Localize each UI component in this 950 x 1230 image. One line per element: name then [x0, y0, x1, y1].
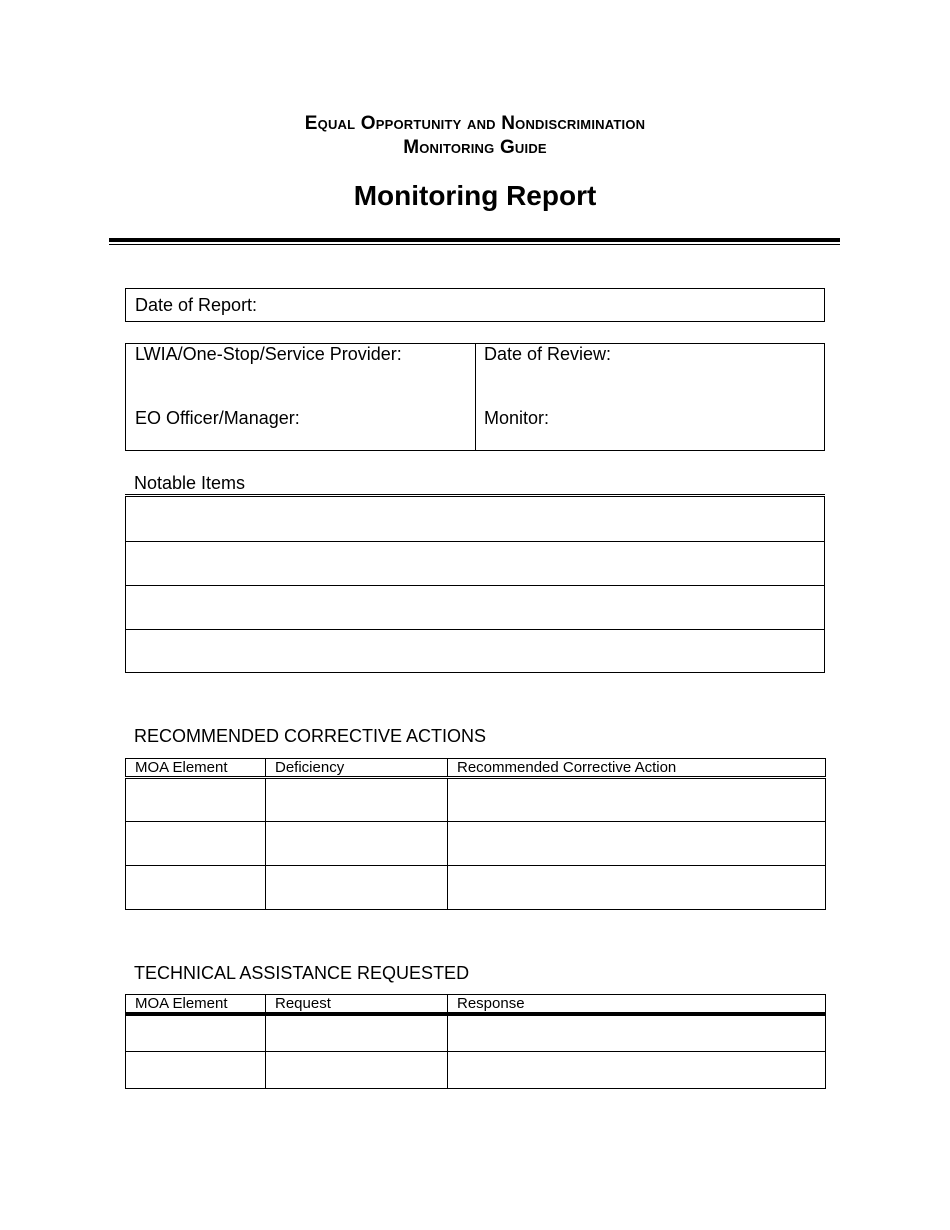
table-row	[126, 497, 825, 541]
table-row	[126, 1014, 826, 1051]
response-cell[interactable]	[448, 1051, 826, 1088]
guide-title-line-1: Equal Opportunity and Nondiscrimination	[304, 113, 646, 134]
column-header-moa-element: MOA Element	[126, 995, 266, 1015]
column-header-moa-element: MOA Element	[126, 759, 266, 778]
date-of-review-label: Date of Review:	[484, 344, 612, 364]
table-row	[126, 822, 826, 866]
column-header-deficiency: Deficiency	[266, 759, 448, 778]
technical-assistance-table	[125, 994, 826, 1089]
table-header-row	[126, 995, 826, 1015]
page-title: Monitoring Report	[353, 180, 597, 211]
column-header-recommended-action: Recommended Corrective Action	[448, 759, 826, 778]
table-header-row	[126, 759, 826, 778]
table-row	[126, 866, 826, 910]
moa-element-cell[interactable]	[126, 1014, 266, 1051]
notable-item-cell[interactable]	[126, 585, 825, 629]
moa-element-cell[interactable]	[126, 866, 266, 910]
moa-element-cell[interactable]	[126, 778, 266, 822]
corrective-actions-title: RECOMMENDED CORRECTIVE ACTIONS	[134, 726, 487, 746]
response-cell[interactable]	[448, 1014, 826, 1051]
moa-element-cell[interactable]	[126, 1051, 266, 1088]
table-row	[126, 1051, 826, 1088]
corrective-action-cell[interactable]	[448, 778, 826, 822]
corrective-action-cell[interactable]	[448, 866, 826, 910]
header-divider-thin	[109, 244, 840, 245]
notable-item-cell[interactable]	[126, 629, 825, 672]
eo-officer-label: EO Officer/Manager:	[135, 408, 300, 428]
column-header-response: Response	[448, 995, 826, 1015]
notable-items-title: Notable Items	[134, 473, 246, 493]
moa-element-cell[interactable]	[126, 822, 266, 866]
table-row	[126, 585, 825, 629]
review-info-divider	[475, 343, 476, 451]
deficiency-cell[interactable]	[266, 778, 448, 822]
table-row	[126, 629, 825, 672]
corrective-actions-table	[125, 758, 826, 910]
provider-label: LWIA/One-Stop/Service Provider:	[135, 344, 402, 364]
request-cell[interactable]	[266, 1051, 448, 1088]
date-of-report-field[interactable]	[125, 288, 825, 322]
table-row	[126, 778, 826, 822]
table-row	[126, 541, 825, 585]
notable-items-table	[125, 497, 825, 673]
column-header-request: Request	[266, 995, 448, 1015]
date-of-report-label: Date of Report:	[135, 295, 258, 315]
deficiency-cell[interactable]	[266, 866, 448, 910]
corrective-action-cell[interactable]	[448, 822, 826, 866]
notable-item-cell[interactable]	[126, 541, 825, 585]
header-divider-thick	[109, 238, 840, 242]
request-cell[interactable]	[266, 1014, 448, 1051]
deficiency-cell[interactable]	[266, 822, 448, 866]
guide-title-line-2: Monitoring Guide	[403, 137, 547, 158]
monitor-label: Monitor:	[484, 408, 550, 428]
notable-item-cell[interactable]	[126, 497, 825, 541]
technical-assistance-title: TECHNICAL ASSISTANCE REQUESTED	[134, 963, 470, 983]
review-info-box	[125, 343, 825, 451]
